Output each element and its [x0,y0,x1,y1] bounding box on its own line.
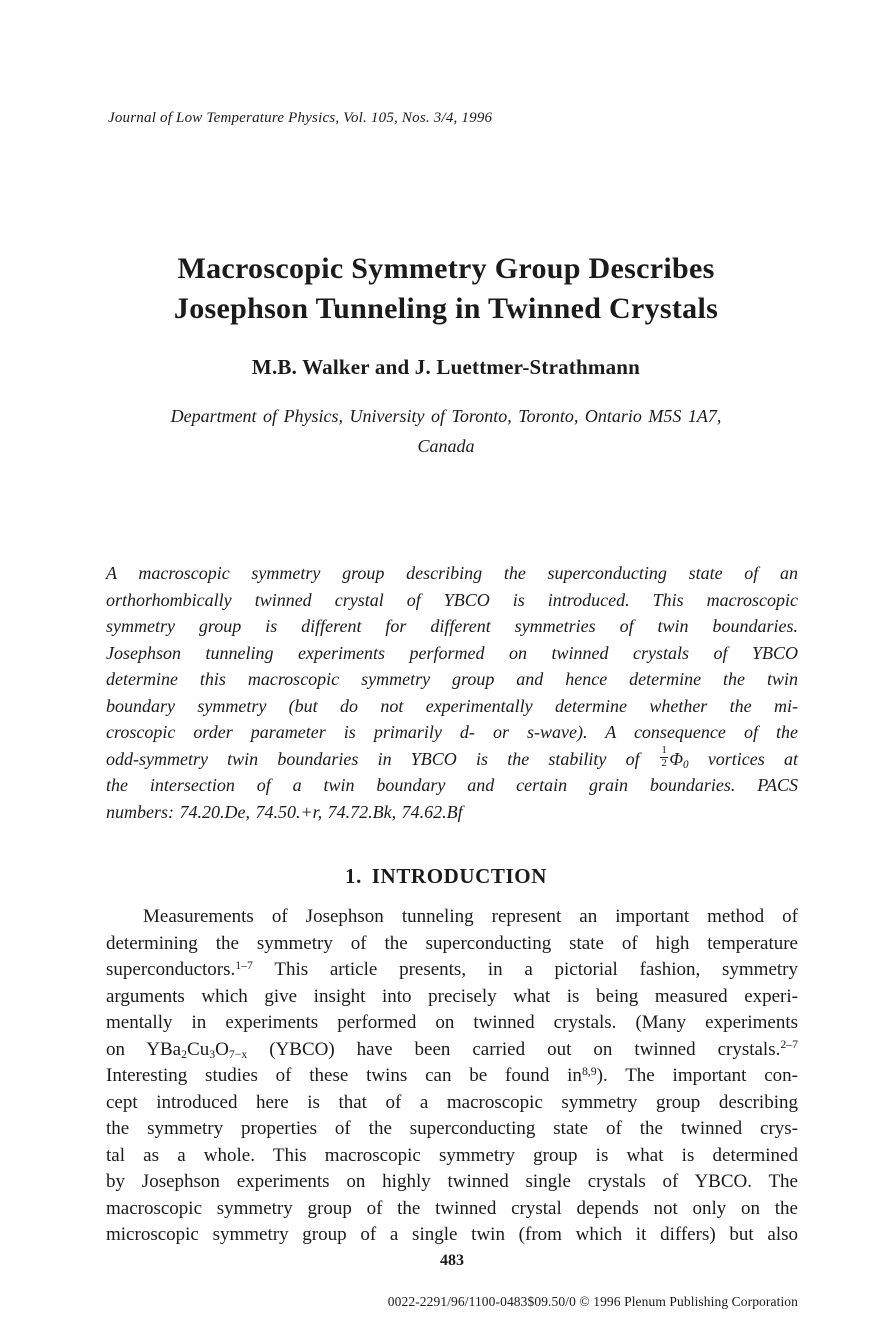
reference-superscript: 8,9 [581,1064,597,1078]
reference-superscript: 1–7 [235,958,253,972]
abstract-line: odd-symmetry twin boundaries in YBCO is the stability of $\frac{1}{2}$ $\Phi_0$ vortices at [106,744,798,771]
abstract-line: boundary symmetry (but do not experimentally determine whether the mi- [106,695,798,716]
journal-header: Journal of Low Temperature Physics, Vol. 105, Nos. 3/4, 1996 [108,110,493,126]
abstract-line: numbers: 74.20.De, 74.50.+r, 74.72.Bk, 74.62.Bf [106,801,463,822]
body-line: arguments which give insight into precisely what is being measured experi- [106,985,798,1007]
subscript: 3 [209,1047,216,1061]
paper-title [96,249,796,329]
body-line: on $YBa_2Cu_3O_{7-x}$ (YBCO) have been carried out on twinned crystals.$^{2-7}$ [106,1038,799,1061]
body-line: cept introduced here is that of a macroscopic symmetry group describing [106,1091,798,1113]
copyright-line: 0022-2291/96/1100-0483$09.50/0 © 1996 Plenum Publishing Corporation [387,1294,798,1309]
subscript: 2 [181,1047,188,1061]
paper-title-line2: Josephson Tunneling in Twinned Crystals [173,292,719,325]
subscript: 0 [683,758,689,771]
body-line: the symmetry properties of the superconducting state of the twinned crys- [106,1118,798,1139]
body-line: superconductors.$^{1-7}$ This article presents, in a pictorial fashion, symmetry [106,958,798,980]
reference-superscript: 2–7 [780,1038,799,1052]
body-line: mentally in experiments performed on twinned crystals. (Many experiments [106,1012,798,1033]
section-heading-introduction: 1. INTRODUCTION [344,864,548,888]
body-line: macroscopic symmetry group of the twinned crystal depends not only on the [106,1197,798,1219]
paper-title-line1: Macroscopic Symmetry Group Describes [177,252,715,285]
body-line: microscopic symmetry group of a single twin (from which it differs) but also [106,1224,798,1245]
abstract-line: Josephson tunneling experiments performed on twinned crystals of YBCO [106,642,798,663]
body-line: Interesting studies of these twins can be found in$^{8,9}$). The important con- [106,1064,798,1086]
abstract-line: A macroscopic symmetry group describing the superconducting state of an [106,563,798,583]
affiliation [96,401,796,461]
page-number: 483 [440,1252,464,1269]
one-half-fraction: $\frac{1}{2}$ [661,744,667,769]
author-names: M.B. Walker and J. Luettmer-Strathmann [251,355,641,379]
abstract-line: the intersection of a twin boundary and certain grain boundaries. PACS [106,775,798,795]
body-line: determining the symmetry of the superconducting state of high temperature [106,932,798,954]
abstract-line: orthorhombically twinned crystal of YBCO is introduced. This macroscopic [106,589,798,610]
introduction-paragraph [106,904,798,1249]
abstract-line: croscopic order parameter is primarily d- or s-wave). A consequence of the [106,722,798,742]
abstract-line: determine this macroscopic symmetry group and hence determine the twin [106,669,798,689]
affiliation-line1: Department of Physics, University of Toronto, Toronto, Ontario M5S 1A7, [170,406,722,426]
body-line: Measurements of Josephson tunneling represent an important method of [143,906,798,927]
body-line: tal as a whole. This macroscopic symmetry group is what is determined [106,1144,798,1166]
subscript: 7−x [228,1047,248,1061]
body-line: by Josephson experiments on highly twinned single crystals of YBCO. The [106,1171,798,1192]
abstract-line: symmetry group is different for different symmetries of twin boundaries. [106,616,798,636]
affiliation-line2: Canada [417,436,475,456]
abstract [106,560,798,825]
